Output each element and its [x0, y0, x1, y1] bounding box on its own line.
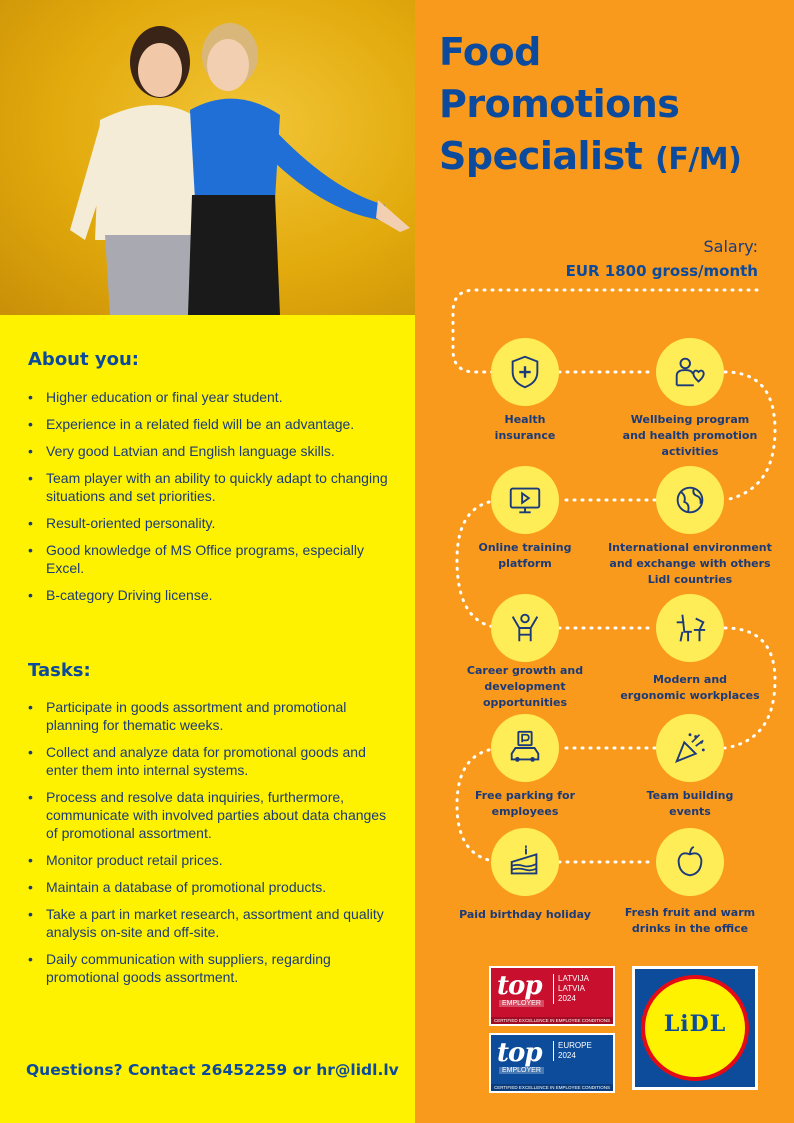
list-item: • Experience in a related field will be an advantage.: [28, 415, 398, 433]
about-heading: About you:: [28, 349, 139, 370]
benefit-circle: [491, 714, 559, 782]
list-item: • Higher education or final year student.: [28, 388, 398, 406]
people-illustration: [0, 0, 415, 315]
hero-photo: [0, 0, 415, 315]
party-popper-icon: [671, 729, 709, 767]
benefit-label: International environment and exchange with others Lidl countries: [608, 541, 772, 586]
tasks-list: [28, 698, 398, 995]
benefit-circle: [656, 466, 724, 534]
wellbeing-icon: [671, 353, 709, 391]
benefit-label: Paid birthday holiday: [459, 908, 591, 921]
benefit-label: Online training platform: [478, 541, 572, 570]
benefit-circle: [491, 828, 559, 896]
benefit-circle: [656, 714, 724, 782]
benefit-label: Team building events: [646, 789, 734, 818]
benefit-label: Career growth and development opportunities: [466, 664, 584, 709]
list-item: • Good knowledge of MS Office programs, especially Excel.: [28, 541, 398, 577]
list-item: • Result-oriented personality.: [28, 514, 398, 532]
list-item: • Process and resolve data inquiries, furthermore, communicate with involved parties about data changes of promotional assortment.: [28, 788, 398, 842]
list-item: • B-category Driving license.: [28, 586, 398, 604]
benefit-circle: [656, 828, 724, 896]
workplace-icon: [671, 609, 709, 647]
benefits-panel: [415, 0, 794, 1123]
salary-value: EUR 1800 gross/month: [565, 262, 758, 280]
benefit-circle: [656, 338, 724, 406]
shield-icon: [506, 353, 544, 391]
title-suffix: (F/M): [655, 142, 742, 177]
parking-icon: [506, 729, 544, 767]
list-item: • Team player with an ability to quickly adapt to changing situations and set priorities.: [28, 469, 398, 505]
globe-icon: [671, 481, 709, 519]
tasks-heading: Tasks:: [28, 660, 91, 681]
cake-icon: [506, 843, 544, 881]
list-item: • Take a part in market research, assortment and quality analysis on-site and off-site.: [28, 905, 398, 941]
benefit-label: Wellbeing program and health promotion activities: [622, 413, 758, 458]
top-employer-europe-badge: top EMPLOYER EUROPE 2024 CERTIFIED EXCELLENCE IN EMPLOYEE CONDITIONS: [489, 1033, 615, 1093]
benefit-circle: [491, 338, 559, 406]
list-item: • Maintain a database of promotional products.: [28, 878, 398, 896]
benefit-label: Free parking for employees: [474, 789, 576, 818]
apple-icon: [671, 843, 709, 881]
monitor-play-icon: [506, 481, 544, 519]
benefit-label: Fresh fruit and warm drinks in the office: [624, 906, 756, 935]
benefit-label: Modern and ergonomic workplaces: [620, 673, 760, 702]
about-list: [28, 388, 398, 613]
contact-line: Questions? Contact 26452259 or hr@lidl.lv: [26, 1061, 399, 1079]
title-line-3: Specialist (F/M): [439, 134, 742, 178]
salary-label: Salary:: [703, 237, 758, 256]
list-item: • Monitor product retail prices.: [28, 851, 398, 869]
benefit-circle: [656, 594, 724, 662]
title-line-1: Food: [439, 30, 541, 74]
person-arms-up-icon: [506, 609, 544, 647]
list-item: • Daily communication with suppliers, regarding promotional goods assortment.: [28, 950, 398, 986]
top-employer-latvia-badge: top EMPLOYER LATVIJA LATVIA 2024 CERTIFIED EXCELLENCE IN EMPLOYEE CONDITIONS: [489, 966, 615, 1026]
lidl-logo: LiDL: [632, 966, 758, 1090]
benefit-circle: [491, 466, 559, 534]
list-item: • Collect and analyze data for promotional goods and enter them into internal systems.: [28, 743, 398, 779]
benefit-circle: [491, 594, 559, 662]
title-line-2: Promotions: [439, 82, 680, 126]
list-item: • Very good Latvian and English language skills.: [28, 442, 398, 460]
benefit-label: Health insurance: [494, 413, 556, 442]
list-item: • Participate in goods assortment and promotional planning for thematic weeks.: [28, 698, 398, 734]
